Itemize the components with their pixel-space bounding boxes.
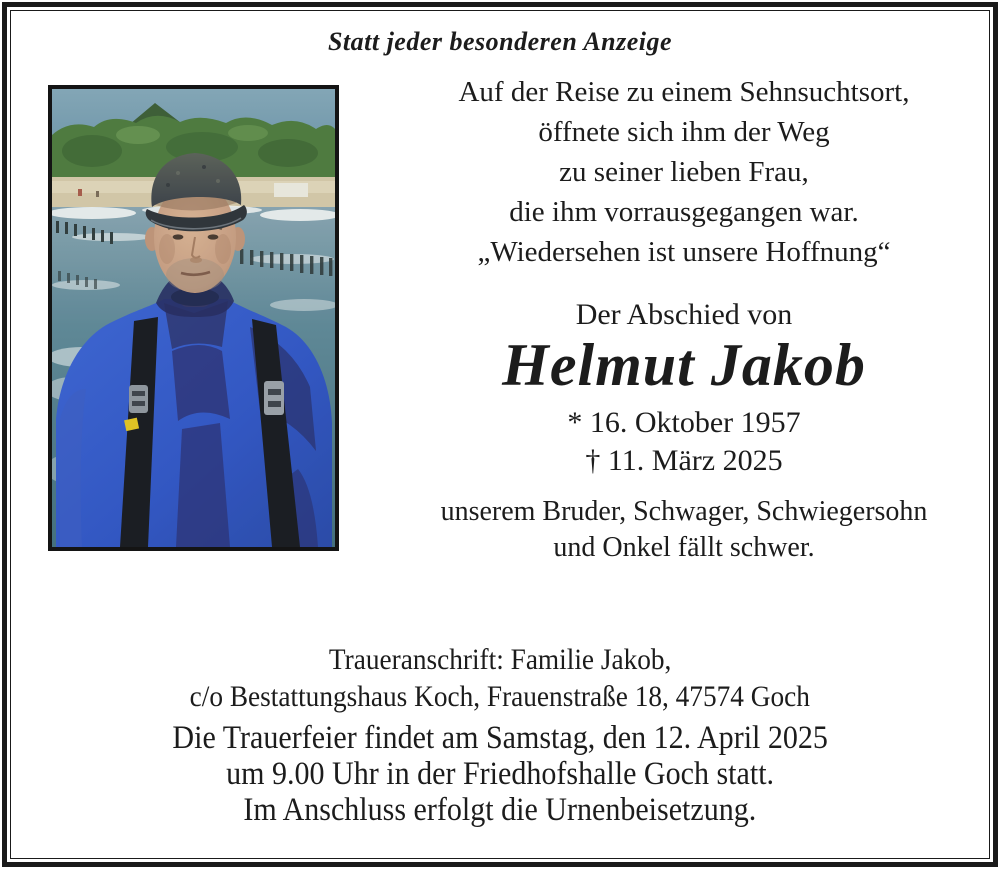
ceremony-line: um 9.00 Uhr in der Friedhofshalle Goch statt. [226, 756, 774, 792]
portrait-photo [48, 85, 339, 551]
memorial-verse [394, 72, 974, 272]
verse-line: „Wiedersehen ist unsere Hoffnung“ [477, 236, 891, 268]
birth-date: * 16. Oktober 1957 [567, 406, 801, 439]
mourning-address [0, 641, 1000, 715]
ceremony-details [0, 720, 1000, 828]
address-line: c/o Bestattungshaus Koch, Frauenstraße 18, 47574 Goch [189, 680, 811, 713]
farewell-intro: Der Abschied von [575, 298, 793, 331]
ceremony-line: Im Anschluss erfolgt die Urnenbeisetzung. [243, 792, 757, 828]
life-dates [394, 404, 974, 480]
death-date: † 11. März 2025 [585, 444, 783, 477]
portrait-photo-art [52, 89, 335, 547]
mourners [394, 494, 974, 566]
verse-line: öffnete sich ihm der Weg [538, 116, 830, 148]
verse-line: die ihm vorrausgegangen war. [509, 196, 859, 228]
mourners-line: und Onkel fällt schwer. [553, 532, 815, 563]
announcement-column [394, 72, 974, 566]
deceased-name: Helmut Jakob [502, 332, 866, 398]
mourners-line: unserem Bruder, Schwager, Schwiegersohn [440, 496, 928, 527]
verse-line: zu seiner lieben Frau, [559, 156, 809, 188]
ceremony-line: Die Trauerfeier findet am Samstag, den 12. April 2025 [172, 720, 828, 756]
preheader: Statt jeder besonderen Anzeige [327, 27, 673, 56]
address-line: Traueranschrift: Familie Jakob, [328, 643, 672, 676]
verse-line: Auf der Reise zu einem Sehnsuchtsort, [458, 76, 910, 108]
